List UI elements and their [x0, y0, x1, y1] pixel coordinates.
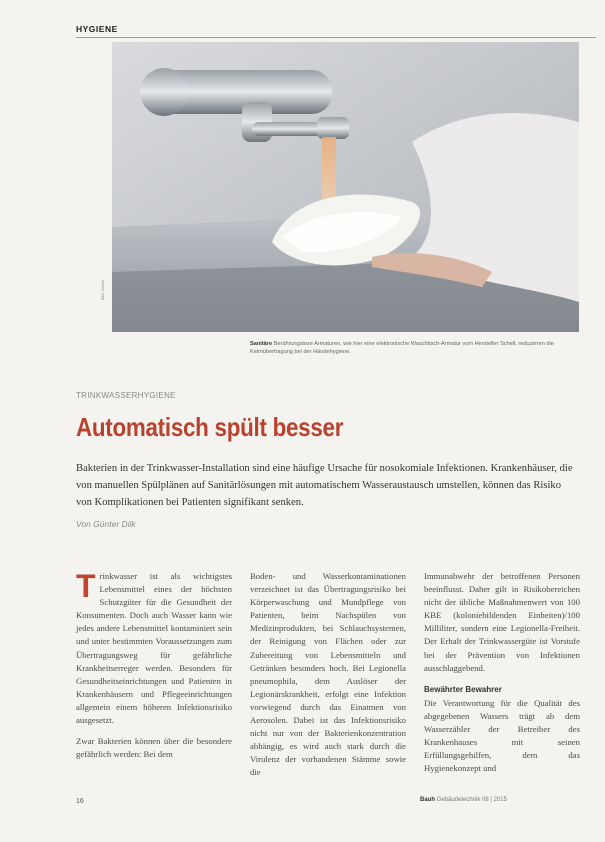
body-column-2 — [250, 570, 406, 788]
caption-text: Berührungslose Armaturen, wie hier eine elektronische Waschtisch-Armatur vom Hersteller Schell, reduzieren die Keimübertragung bei der Händehygiene. — [250, 341, 554, 355]
photo-credit: Bild: Schell — [100, 280, 105, 300]
article-photo — [112, 42, 579, 332]
body-paragraph: Zwar Bakterien können über die besondere gefährlich werden: Bei dem — [76, 736, 232, 760]
article-kicker: TRINKWASSERHYGIENE — [76, 391, 176, 400]
article-author: Von Günter Dilk — [76, 519, 136, 529]
photo-caption — [250, 340, 580, 356]
body-subhead: Bewährter Bewahrer — [424, 684, 502, 694]
magazine-footer — [420, 797, 507, 803]
section-label: HYGIENE — [76, 24, 118, 34]
article-lead: Bakterien in der Trinkwasser-Installation sind eine häufige Ursache für nosokomiale Infektionen. Krankenhäuser, die von manuellen Spülplänen auf Sanitärlösungen mit automatischem Wasseraustausch umstellen, können das Risiko von Komplikationen bei Patienten signifikant senken. — [76, 463, 573, 508]
article-headline: Automatisch spült besser — [76, 412, 344, 442]
page-number: 16 — [76, 798, 84, 805]
caption-bold: Sanitäre — [250, 341, 273, 347]
body-text: rinkwasser ist als wichtigstes Lebensmittel eines der höchsten Schutzgüter für die Gesundheit der Konsumenten. Doch auch Wasser kann wie jedes andere Lebensmittel kontaminiert sein und unter bestimmten Voraussetzungen zum Übertragungsweg für gefährliche Krankheitserreger werden. Besonders für Gesundheitseinrichtungen und Patienten in Krankenhäusern und Pflegeeinrichtungen allgemein einem höheren Infektionsrisiko ausgesetzt. — [76, 571, 232, 726]
faucet-handwash-illustration — [112, 42, 579, 332]
body-paragraph: Immunabwehr der betroffenen Personen beeinflusst. Daher gilt in Risikobereichen nicht der übliche Maßnahmenwert von 100 KBE (koloniebildenden Einheiten)/100 Milliliter, sondern eine Legionella-Freiheit. Der Erhalt der Trinkwassergüte ist Vorstufe bei der Prävention von Infektionen ausschlaggebend. — [424, 571, 580, 673]
body-column-3 — [424, 570, 580, 783]
section-rule — [76, 37, 596, 38]
body-paragraph: Die Verantwortung für die Qualität des abgegebenen Wassers trägt ab dem Wasserzähler der Betreiber des Krankenhauses mit seinen Erfüllungsgehilfen, dem das Hygienekonzept und — [424, 697, 580, 774]
magazine-name: Bauh — [420, 797, 435, 803]
dropcap: T — [76, 568, 96, 604]
magazine-issue: Gebäudetechnik 08 | 2015 — [436, 797, 507, 803]
body-paragraph — [76, 570, 232, 727]
body-paragraph: Boden- und Wasserkontaminationen verzeichnet ist das Übertragungsrisiko bei Körperwaschung und Mundpflege von Patienten, beim Nachspülen von Medizinprodukten, bei Schlauchsystemen, der Reinigung von Flächen oder zur Zubereitung von Lebensmitteln und Getränken besonders hoch. Bei Legionella pneumophila, dem Auslöser der Legionärskrankheit, erfolgt eine Infektion vorwiegend durch das Einatmen von Aerosolen. Dabei ist das Infektionsrisiko nicht nur von der Bakterienkonzentration abhängig, es wird auch stark durch die Virulenz der vorhandenen Stämme sowie die — [250, 571, 406, 778]
body-column-1 — [76, 570, 232, 769]
